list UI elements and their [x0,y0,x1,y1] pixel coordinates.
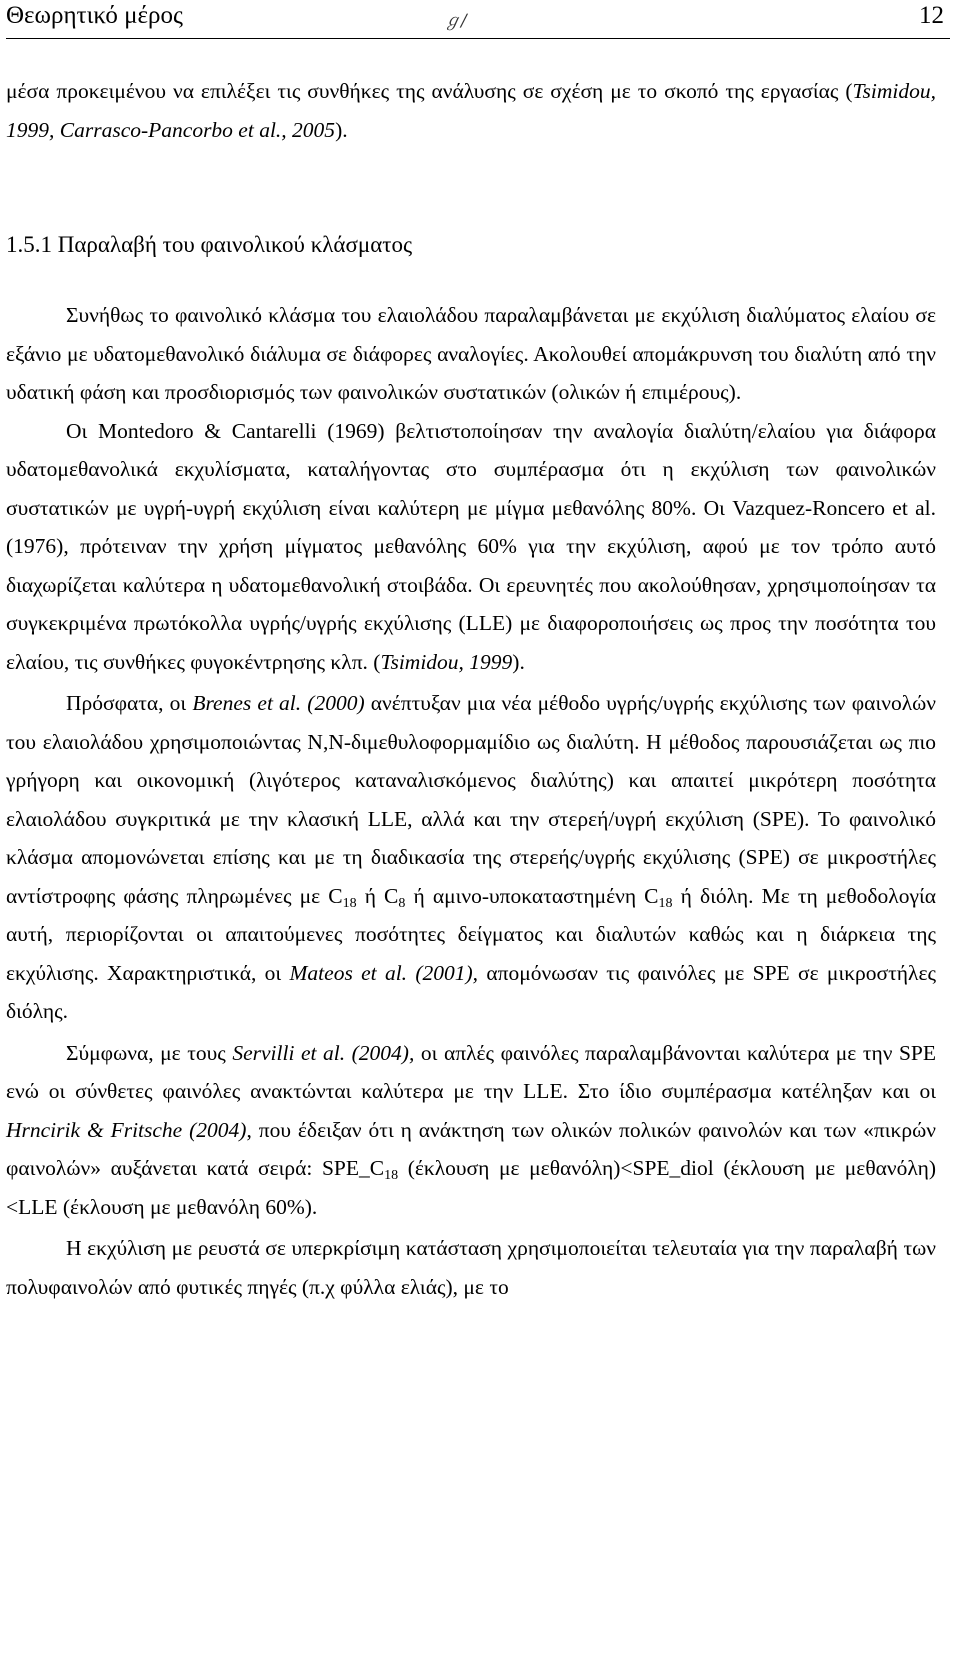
paragraph-5: Η εκχύλιση με ρευστά σε υπερκρίσιμη κατάσταση χρησιμοποιείται τελευταία για την παραλαβή των πολυφαινολών από φυτικές πηγές (π.χ φύλλα ελιάς), με το [6,1236,936,1299]
paragraph-4: Σύμφωνα, με τους Servilli et al. (2004), οι απλές φαινόλες παραλαμβάνονται καλύτερα με την SPE ενώ οι σύνθετες φαινόλες ανακτώνται καλύτερα με την LLE. Στο ίδιο συμπέρασμα κατέληξαν και οι Hrncirik & Fritsche (2004), που έδειξαν ότι η ανάκτηση των ολικών πολικών φαινολών και των «πικρών φαινολών» αυξάνεται κατά σειρά: $SPE\_C_{18}$ (έκλουση με μεθανόλη)<SPE_diol (έκλουση με μεθανόλη)<LLE (έκλουση με μεθανόλη 60%). [6,1040,937,1219]
paragraph-0: μέσα προκειμένου να επιλέξει τις συνθήκες της ανάλυσης σε σχέση με το σκοπό της εργασίας (Tsimidou, 1999, Carrasco-Pancorbo et al., 2005). [6,79,936,142]
citation: Tsimidou, 1999 [380,649,513,674]
citation: Brenes et al. (2000) [192,691,365,715]
paragraph-continuation [6,72,936,149]
citation: Servilli et al. (2004), [232,1040,415,1065]
paragraph-3: Πρόσφατα, οι Brenes et al. (2000) ανέπτυξαν μια νέα μέθοδο υγρής/υγρής εκχύλισης των φαινολών του ελαιολάδου χρησιμοποιώντας N,N-διμεθυλοφορμαμίδιο ως διαλύτη. Η μέθοδος παρουσιάζεται ως πιο γρήγορη και οικονομική (λιγότερος καταναλισκόμενος διαλύτης) και απαιτεί μικρότερη ποσότητα ελαιολάδου συγκριτικά με την κλασική LLE, αλλά και την στερεή/υγρή εκχύλιση (SPE). Το φαινολικό κλάσμα απομονώνεται επίσης και με τη διαδικασία της στερεής/υγρής εκχύλισης (SPE) σε μικροστήλες αντίστροφης φάσης πληρωμένες με $C_{18}$ ή $C_8$ ή αμινο-υποκαταστημένη $C_{18}$ ή διόλη. Με τη μεθοδολογία αυτή, περιορίζονται οι απαιτούμενες ποσότητες δείγματος και διαλυτών καθώς και η διάρκεια της εκχύλισης. Χαρακτηριστικά, οι Mateos et al. (2001), απομόνωσαν τις φαινόλες με SPE σε μικροστήλες διόλης. [6,691,936,1023]
paragraph-2: Οι Montedoro & Cantarelli (1969) βελτιστοποίησαν την αναλογία διαλύτη/ελαίου για διάφορα υδατομεθανολικά εκχυλίσματα, καταλήγοντας στο συμπέρασμα ότι η εκχύλιση των φαινολικών συστατικών με υγρή-υγρή εκχύλιση είναι καλύτερη με μίγμα μεθανόλης 80%. Οι Vazquez-Roncero et al. (1976), πρότειναν την χρήση μίγματος μεθανόλης 60% για την εκχύλιση, αφού με τον τρόπο αυτό διαχωρίζεται καλύτερα η υδατομεθανολική στοιβάδα. Οι ερευνητές που ακολούθησαν, χρησιμοποίησαν τα συγκεκριμένα πρωτόκολλα υγρής/υγρής εκχύλισης (LLE) με διαφοροποιήσεις ως προς την ποσότητα του ελαίου, τις συνθήκες φυγοκέντρησης κλπ. (Tsimidou, 1999). [6,418,936,674]
citation: Hrncirik & Fritsche (2004) [6,1117,247,1142]
decorative-glyph-icon: ℊ∕ [444,11,467,31]
citation: Tsimidou, 1999, Carrasco-Pancorbo et al., 2005 [6,79,936,142]
citation: Mateos et al. (2001), [289,960,479,985]
section-heading: 1.5.1 Παραλαβή του φαινολικού κλάσματος [6,232,413,257]
main-text [6,296,936,1306]
paragraph-1: Συνήθως το φαινολικό κλάσμα του ελαιολάδου παραλαμβάνεται με εκχύλιση διαλύματος ελαίου σε εξάνιο με υδατομεθανολικό διάλυμα σε διάφορες αναλογίες. Ακολουθεί απομάκρυνση του διαλύτη από την υδατική φάση και προσδιορισμός των φαινολικών συστατικών (ολικών ή επιμέρους). [6,303,936,404]
page-header [6,0,950,39]
section-heading-block [6,226,936,265]
page-number: 12 [919,2,944,29]
running-head-title: Θεωρητικό μέρος [6,2,183,29]
